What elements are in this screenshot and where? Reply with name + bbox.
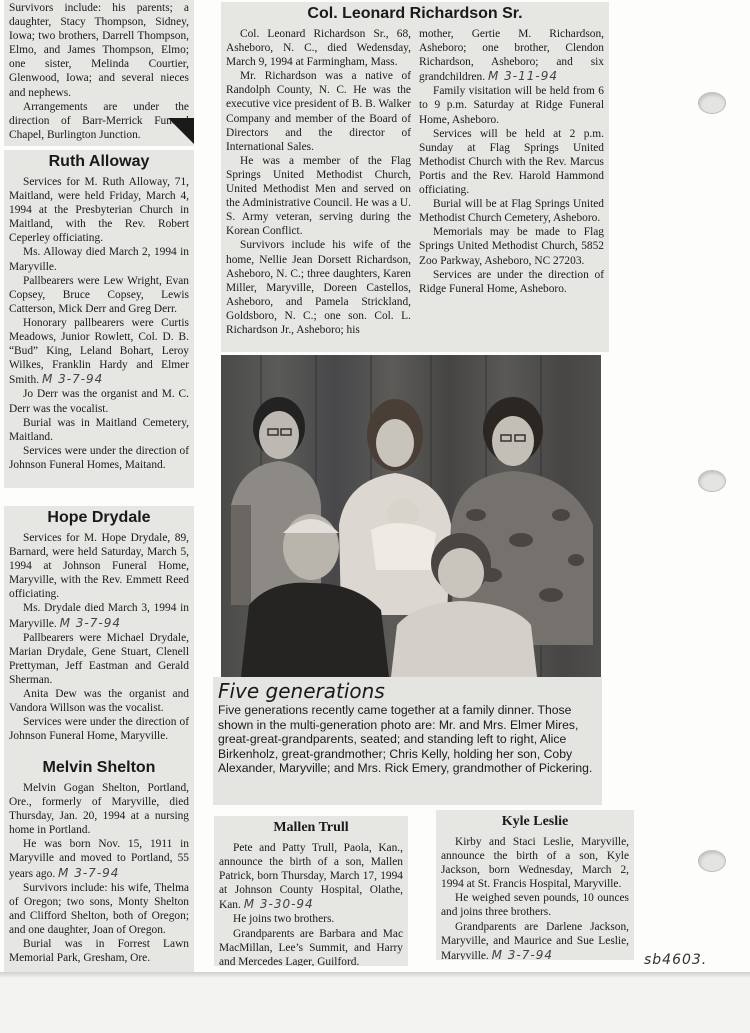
handwritten-date: M 3-11-94 bbox=[487, 69, 558, 84]
paragraph bbox=[419, 27, 604, 84]
paragraph bbox=[441, 920, 629, 960]
paragraph: Pallbearers were Michael Drydale, Marian Drydale, Gene Stuart, Clenell Prettyman, Jeff Eastman and Gerald Sherman. bbox=[9, 631, 189, 686]
obituary-ruth-alloway bbox=[4, 150, 194, 488]
paragraph-text: Grandparents are Darlene Jackson, Maryville, and Maurice and Sue Leslie, Maryville. bbox=[441, 920, 629, 960]
paragraph: Services for M. Ruth Alloway, 71, Maitland, were held Friday, March 4, 1994 at the Presbyterian Church in Maitland, with the Rev. Robert Ceperley officiating. bbox=[9, 176, 189, 245]
paragraph: Services will be held at 2 p.m. Sunday at Flag Springs United Methodist Church with the Rev. Marcus Portis and the Rev. Harold Hammond officiating. bbox=[419, 127, 604, 197]
paragraph: Anita Dew was the organist and Vandora Willson was the vocalist. bbox=[9, 688, 189, 715]
paragraph: He weighed seven pounds, 10 ounces and joins three brothers. bbox=[441, 892, 629, 919]
binder-hole bbox=[698, 850, 726, 872]
torn-corner bbox=[168, 118, 194, 144]
handwritten-date: M 3-7-94 bbox=[491, 947, 553, 960]
paragraph: Arrangements are under the direction of Barr-Merrick Funeral Chapel, Burlington Junction. bbox=[9, 100, 189, 141]
paragraph: Services were under the direction of Johnson Funeral Homes, Maitand. bbox=[9, 444, 189, 471]
paragraph: Services are under the direction of Ridge Funeral Home, Asheboro. bbox=[419, 268, 604, 295]
obituary-title: Col. Leonard Richardson Sr. bbox=[307, 5, 523, 22]
five-generations-caption bbox=[213, 677, 602, 805]
binder-hole bbox=[698, 470, 726, 492]
birth-announcement-kyle-leslie bbox=[436, 810, 634, 960]
paragraph: Melvin Gogan Shelton, Portland, Ore., formerly of Maryville, died Thursday, Jan. 20, 1994 at a nursing home in Portland. bbox=[9, 782, 189, 837]
paragraph: Services were under the direction of Johnson Funeral Home, Maryville. bbox=[9, 716, 189, 743]
obituary-title: Ruth Alloway bbox=[48, 153, 150, 170]
caption-title: Five generations bbox=[218, 679, 385, 703]
obituary-hope-drydale bbox=[4, 506, 194, 756]
paragraph bbox=[9, 601, 189, 630]
paragraph: He was a member of the Flag Springs United Methodist Church, United Methodist Men and served on the Administrative Council. He was a U. S. Army veteran, serving during the Korean Conflict. bbox=[226, 154, 411, 238]
paragraph: Burial was in Maitland Cemetery, Maitland. bbox=[9, 416, 189, 443]
paragraph: Survivors include his wife of the home, Nellie Jean Dorsett Richardson, Asheboro, N. C.; three daughters, Karen Miller, Maryville, Doreen Castellos, Asheboro, and Pamela Strickland, Goldsboro, N. C.; one son. Col. L. Richardson Jr., Asheboro; his bbox=[226, 239, 411, 336]
paragraph bbox=[9, 837, 189, 880]
handwritten-page-id: sb4603. bbox=[644, 952, 708, 968]
obituary-thompson-clipping bbox=[4, 0, 194, 146]
obituary-title: Hope Drydale bbox=[47, 509, 151, 526]
handwritten-date: M 3-7-94 bbox=[59, 615, 121, 630]
two-column-text bbox=[226, 27, 604, 337]
obituary-title: Melvin Shelton bbox=[42, 759, 156, 776]
announcement-title: Kyle Leslie bbox=[501, 814, 569, 829]
handwritten-date: M 3-30-94 bbox=[243, 897, 314, 912]
birth-announcement-mallen-trull bbox=[214, 816, 408, 966]
announcement-title: Mallen Trull bbox=[273, 820, 349, 835]
right-column bbox=[419, 27, 604, 337]
paragraph: Ms. Alloway died March 2, 1994 in Maryville. bbox=[9, 246, 189, 273]
paragraph-text: mother, Gertie M. Richardson, Asheboro; one brother, Clendon Richardson, Asheboro; and six grandchildren. bbox=[419, 28, 604, 84]
paragraph: Pallbearers were Lew Wright, Evan Copsey, Bruce Copsey, Lewis Catterson, Mick Derr and Greg Derr. bbox=[9, 274, 189, 315]
family-photo-illustration bbox=[221, 355, 601, 677]
paragraph: Survivors include: his parents; a daughter, Stacy Thompson, Sidney, Iowa; two brothers, Darrell Thompson, Elmo, and James Thompson, Elmo; one sister, Melinda Courtier, Glenwood, Iowa; and several nieces and nephews. bbox=[9, 2, 189, 99]
paragraph: Burial will be at Flag Springs United Methodist Church Cemetery, Asheboro. bbox=[419, 198, 604, 225]
obituary-leonard-richardson bbox=[221, 2, 609, 352]
paragraph-text: He was born Nov. 15, 1911 in Maryville and moved to Portland, 55 years ago. bbox=[9, 838, 189, 880]
binder-hole bbox=[698, 92, 726, 114]
five-generations-photo bbox=[221, 355, 601, 677]
caption-text: Five generations recently came together at a family dinner. Those shown in the multi-generation photo are: Mr. and Mrs. Elmer Mires, great-great-grandparents, seated; and standing left to right, Alice Birkenholz, great-grandmother; Chris Kelly, holding her son, Coby Alexander, Maryville; and Mrs. Rick Emery, grandmother of Pickering. bbox=[218, 703, 593, 776]
paragraph-text: Honorary pallbearers were Curtis Meadows, Junior Rowlett, Col. D. B. “Bud” King, Leland Bohart, Leroy Wilkes, Franklin Hardy and Elmer Smith. bbox=[9, 316, 189, 387]
paragraph: Jo Derr was the organist and M. C. Derr was the vocalist. bbox=[9, 388, 189, 415]
paragraph: Grandparents are Barbara and Mac MacMillan, Lee’s Summit, and Harry and Mercedes Lager, Guilford. bbox=[219, 927, 403, 966]
paragraph: Memorials may be made to Flag Springs United Methodist Church, 5852 Zoo Parkway, Asheboro, NC 27203. bbox=[419, 226, 604, 267]
paragraph: Survivors include: his wife, Thelma of Oregon; two sons, Monty Shelton and Clifford Shelton, both of Oregon; and one daughter, Joan of Oregon. bbox=[9, 881, 189, 936]
obituary-melvin-shelton bbox=[4, 756, 194, 972]
paragraph-text: Ms. Drydale died March 3, 1994 in Maryville. bbox=[9, 602, 189, 630]
paragraph: Burial was in Forrest Lawn Memorial Park, Gresham, Ore. bbox=[9, 938, 189, 965]
page-edge-shadow bbox=[0, 972, 750, 978]
paragraph: Family visitation will be held from 6 to 9 p.m. Saturday at Ridge Funeral Home, Asheboro. bbox=[419, 85, 604, 126]
handwritten-date: M 3-7-94 bbox=[58, 865, 120, 880]
paragraph: Kirby and Staci Leslie, Maryville, announce the birth of a son, Kyle Jackson, born Wednesday, March 2, 1994 at St. Francis Hospital, Maryville. bbox=[441, 836, 629, 891]
paragraph bbox=[219, 841, 403, 912]
paragraph: Services for M. Hope Drydale, 89, Barnard, were held Saturday, March 5, 1994 at Johnson Funeral Home, Maryville, with the Rev. Emmett Reed officiating. bbox=[9, 532, 189, 601]
paragraph bbox=[9, 316, 189, 387]
paragraph: Mr. Richardson was a native of Randolph County, N. C. He was the executive vice president of B. B. Walker Company and member of the Board of Directors and the director of International Sales. bbox=[226, 70, 411, 153]
paragraph-text: Pete and Patty Trull, Paola, Kan., announce the birth of a son, Mallen Patrick, born Thursday, March 17, 1994 at Johnson County Hospital, Olathe, Kan. bbox=[219, 842, 403, 912]
left-column bbox=[226, 27, 411, 337]
handwritten-date: M 3-7-94 bbox=[41, 372, 104, 387]
paragraph: He joins two brothers. bbox=[233, 913, 335, 926]
paragraph: Col. Leonard Richardson Sr., 68, Asheboro, N. C., died Wedensday, March 9, 1994 at Farmingham, Mass. bbox=[226, 28, 411, 69]
